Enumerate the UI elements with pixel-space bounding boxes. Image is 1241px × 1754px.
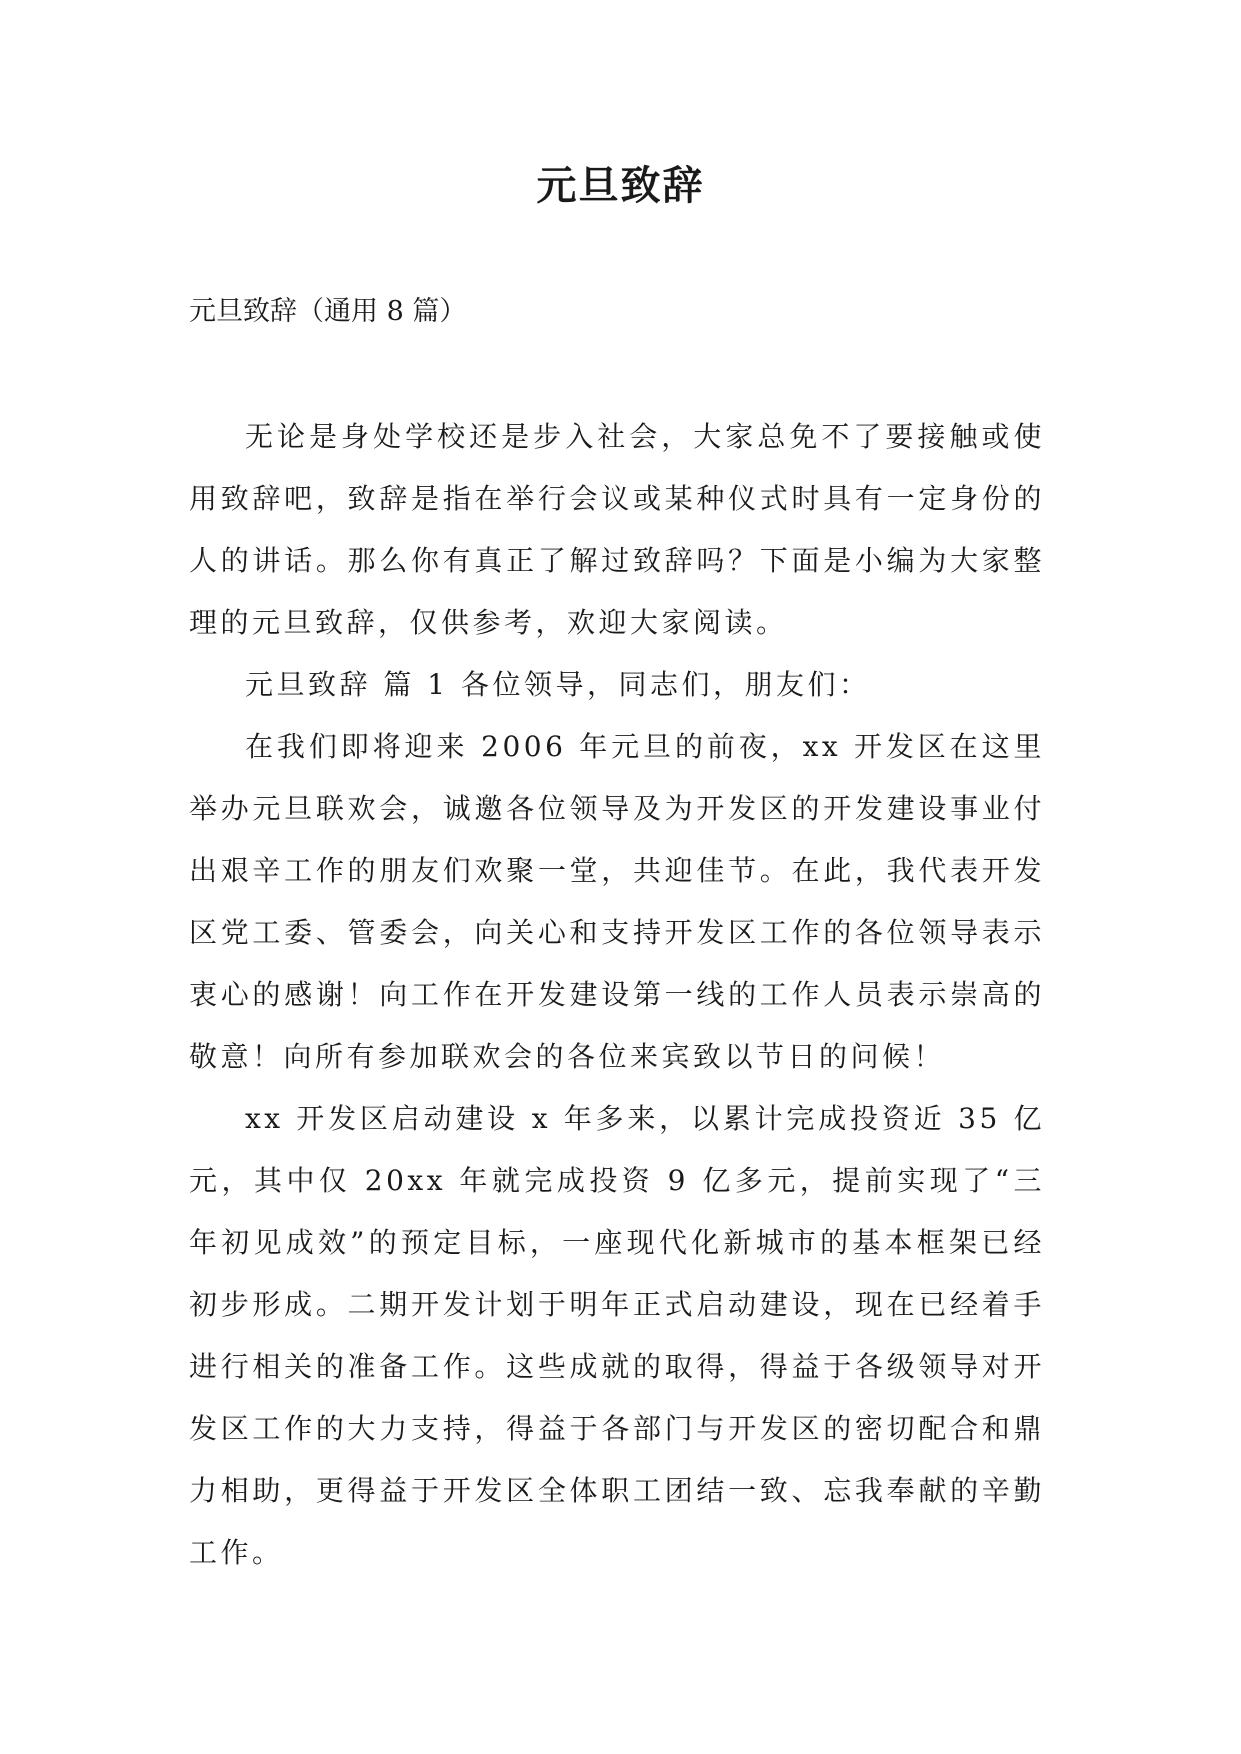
paragraph-greeting: 元旦致辞 篇 1 各位领导，同志们，朋友们：: [245, 668, 871, 701]
paragraph-body-2: xx 开发区启动建设 x 年多来，以累计完成投资近 35 亿元，其中仅 20xx 年就完成投资 9 亿多元，提前实现了“三年初见成效”的预定目标，一座现代化新城市的基本框架已经初步形成。二期开发计划于明年正式启动建设，现在已经着手进行相关的准备工作。这些成就的取得，得益于各级领导对开发区工作的大力支持，得益于各部门与开发区的密切配合和鼎力相助，更得益于开发区全体职工团结一致、忘我奉献的辛勤工作。: [189, 1102, 1045, 1569]
document-subtitle: 元旦致辞（通用 8 篇）: [189, 296, 467, 327]
document-body: [189, 406, 1045, 1584]
paragraph-body-1: 在我们即将迎来 2006 年元旦的前夜，xx 开发区在这里举办元旦联欢会，诚邀各位领导及为开发区的开发建设事业付出艰辛工作的朋友们欢聚一堂，共迎佳节。在此，我代表开发区党工委、管委会，向关心和支持开发区工作的各位领导表示衷心的感谢！向工作在开发建设第一线的工作人员表示崇高的敬意！向所有参加联欢会的各位来宾致以节日的问候！: [189, 730, 1045, 1073]
document-title: 元旦致辞: [536, 163, 705, 209]
paragraph-intro: 无论是身处学校还是步入社会，大家总免不了要接触或使用致辞吧，致辞是指在举行会议或某种仪式时具有一定身份的人的讲话。那么你有真正了解过致辞吗？下面是小编为大家整理的元旦致辞，仅供参考，欢迎大家阅读。: [189, 420, 1045, 639]
